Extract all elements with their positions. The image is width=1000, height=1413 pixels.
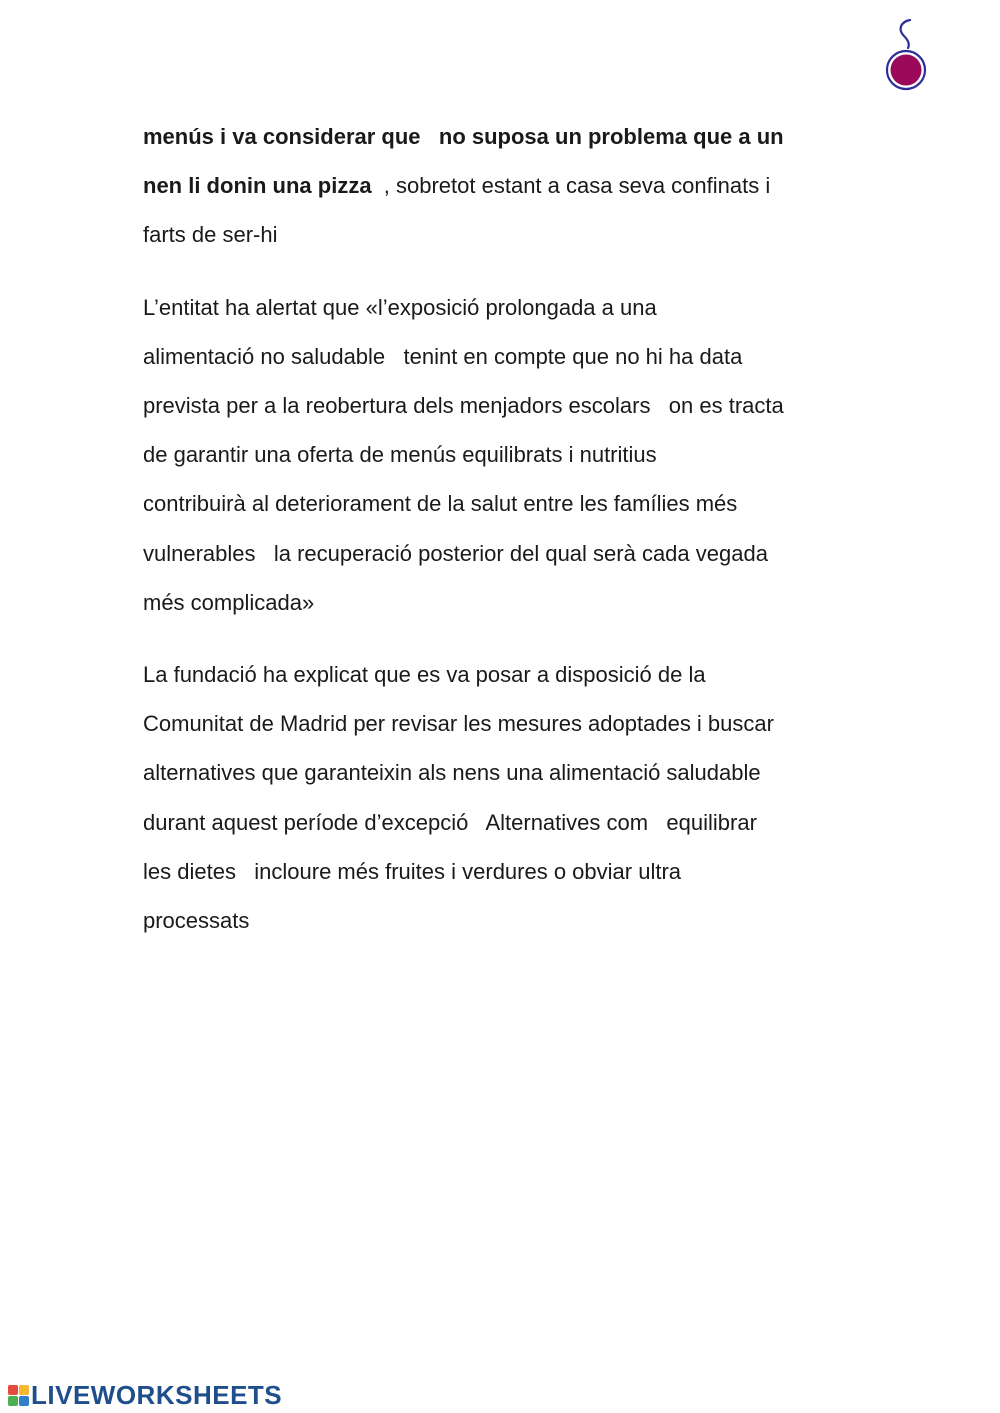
- text-line: alimentació no saludable tenint en compte que no hi ha data: [143, 343, 743, 369]
- text-line: alternatives que garanteixin als nens una alimentació saludable: [143, 760, 761, 786]
- paragraph-2: [143, 283, 883, 627]
- paragraph-1: [143, 112, 883, 260]
- text-line: de garantir una oferta de menús equilibrats i nutritius: [143, 442, 657, 468]
- text-line: La fundació ha explicat que es va posar a disposició de la: [143, 662, 706, 688]
- liveworksheets-footer[interactable]: [8, 1380, 282, 1410]
- text-line: [143, 210, 883, 259]
- document-body: [143, 112, 883, 968]
- text-line: Comunitat de Madrid per revisar les mesures adoptades i buscar: [143, 711, 774, 737]
- bold-text: menús i va considerar que no suposa un problema que a un: [143, 124, 784, 149]
- bold-text: nen li donin una pizza: [143, 173, 372, 199]
- magenta-circle-logo-icon: [878, 16, 934, 96]
- text-line: més complicada»: [143, 589, 315, 615]
- text-line: contribuirà al deteriorament de la salut entre les famílies més: [143, 491, 738, 517]
- paragraph-3: [143, 650, 883, 945]
- text-line: durant aquest període d’excepció Alternatives com equilibrar: [143, 809, 757, 835]
- brand-name: LIVEWORKSHEETS: [31, 1379, 283, 1410]
- logo-graphic: [878, 16, 934, 96]
- text-line: processats: [143, 908, 250, 934]
- text-line: [143, 112, 883, 161]
- text: , sobretot estant a casa seva confinats i: [371, 173, 771, 199]
- text-line: vulnerables la recuperació posterior del qual serà cada vegada: [143, 540, 768, 566]
- text-line: L’entitat ha alertat que «l’exposició prolongada a una: [143, 294, 657, 320]
- text-line: prevista per a la reobertura dels menjadors escolars on es tracta: [143, 393, 784, 419]
- text-line: les dietes incloure més fruites i verdures o obviar ultra: [143, 858, 682, 884]
- text-line: [143, 161, 883, 210]
- text: farts de ser-hi: [143, 222, 278, 248]
- liveworksheets-logo-icon: [8, 1385, 29, 1406]
